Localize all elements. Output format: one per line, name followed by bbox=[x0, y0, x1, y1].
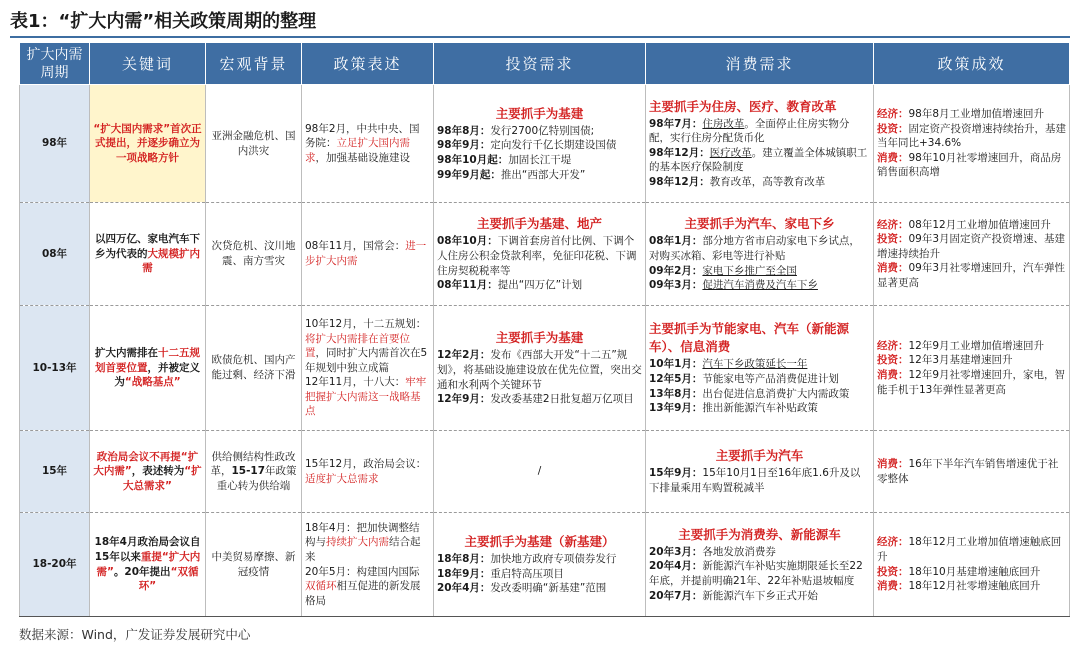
consumption-item: 20年3月：各地发放消费券 bbox=[649, 545, 776, 558]
table-row-15 bbox=[20, 431, 1070, 513]
table-title: 表1：“扩大内需”相关政策周期的整理 bbox=[10, 11, 317, 32]
investment-item: 99年9月起：推出“西部大开发” bbox=[437, 168, 586, 181]
consumption-item: 09年2月：家电下乡推广至全国 bbox=[649, 264, 797, 277]
investment-cell bbox=[434, 306, 646, 431]
result-item: 消费：16年下半年汽车销售增速优于社零整体 bbox=[877, 457, 1059, 485]
result-item: 消费：18年12月社零增速触底回升 bbox=[877, 580, 1041, 593]
header-keyword: 关键词 bbox=[90, 43, 206, 85]
period-cell: 08年 bbox=[20, 203, 90, 306]
investment-item: 08年11月：提出“四万亿”计划 bbox=[437, 279, 583, 292]
investment-heading: 主要抓手为基建 bbox=[495, 105, 584, 121]
results-cell bbox=[874, 431, 1070, 513]
macro-cell: 供给侧结构性政改革，15-17年政策重心转为供给端 bbox=[206, 431, 302, 513]
consumption-cell bbox=[646, 513, 874, 617]
investment-heading: 主要抓手为基建 bbox=[495, 330, 584, 346]
consumption-item: 09年3月：促进汽车消费及汽车下乡 bbox=[649, 279, 818, 292]
consumption-item: 12年5月：节能家电等产品消费促进计划 bbox=[649, 372, 839, 385]
statement-cell: 18年4月：把加快调整结构与持续扩大内需结合起来 20年5月：构建国内国际双循环相互促进的新发展格局 bbox=[302, 513, 434, 617]
statement-cell bbox=[302, 85, 434, 203]
investment-heading: 主要抓手为基建、地产 bbox=[476, 216, 602, 232]
investment-cell bbox=[434, 513, 646, 617]
result-item: 投资：12年3月基建增速回升 bbox=[877, 354, 1013, 367]
statement-cell: 15年12月，政治局会议：适度扩大总需求 bbox=[302, 431, 434, 513]
consumption-heading: 主要抓手为消费券、新能源车 bbox=[678, 526, 841, 542]
macro-cell: 次贷危机、汶川地震、南方雪灾 bbox=[206, 203, 302, 306]
period-cell: 98年 bbox=[20, 85, 90, 203]
result-item: 消费：09年3月社零增速回升，汽车弹性显著更高 bbox=[877, 262, 1066, 289]
consumption-item: 13年9月：推出新能源汽车补贴政策 bbox=[649, 402, 818, 415]
consumption-item: 98年12月：医疗改革。建立覆盖全体城镇职工的基本医疗保险制度 bbox=[649, 146, 868, 174]
macro-cell: 亚洲金融危机、国内洪灾 bbox=[206, 85, 302, 203]
consumption-item: 98年7月：住房改革。全面停止住房实物分配，实行住房分配货币化 bbox=[649, 117, 850, 145]
statement-date: 98年2月，中共中央、国务院： bbox=[305, 122, 420, 150]
investment-cell bbox=[434, 203, 646, 306]
consumption-cell bbox=[646, 85, 874, 203]
consumption-heading: 主要抓手为节能家电、汽车（新能源车）、信息消费 bbox=[649, 321, 850, 355]
period-cell: 15年 bbox=[20, 431, 90, 513]
result-item: 投资：18年10月基建增速触底回升 bbox=[877, 565, 1041, 578]
title-divider bbox=[10, 36, 1070, 38]
result-item: 投资：固定资产投资增速持续抬升，基建当年同比+34.6% bbox=[877, 122, 1066, 150]
investment-item: 18年8月：加快地方政府专项债券发行 bbox=[437, 553, 617, 566]
consumption-heading: 主要抓手为汽车、家电下乡 bbox=[684, 216, 835, 232]
table-row-18-20 bbox=[20, 513, 1070, 617]
result-item: 经济：98年8月工业增加值增速回升 bbox=[877, 108, 1045, 121]
investment-item: 12年2月：发布《西部大开发“十二五”规划》，将基础设施建设放在优先位置，突出交通和水利两个关键环节 bbox=[437, 349, 642, 391]
consumption-item: 20年4月：新能源汽车补贴实施期限延长至22年底，并提前明确21年、22年补贴退坡幅度 bbox=[649, 560, 863, 587]
keyword-cell: 扩大内需排在十二五规划首要位置，并被定义为“战略基点” bbox=[90, 306, 206, 431]
consumption-cell bbox=[646, 203, 874, 306]
result-item: 经济：18年12月工业增加值增速触底回升 bbox=[877, 536, 1062, 563]
macro-cell: 欧债危机、国内产能过剩、经济下滑 bbox=[206, 306, 302, 431]
period-cell: 18-20年 bbox=[20, 513, 90, 617]
investment-item: 12年9月：发改委基建2日批复超万亿项目 bbox=[437, 393, 634, 406]
consumption-item: 13年8月：出台促进信息消费扩大内需政策 bbox=[649, 387, 850, 400]
result-item: 消费：98年10月社零增速回升，商品房销售面积高增 bbox=[877, 151, 1062, 179]
data-source-note: 数据来源：Wind，广发证券发展研究中心 bbox=[19, 627, 251, 642]
header-macro: 宏观背景 bbox=[206, 43, 302, 85]
investment-item: 98年10月起：加固长江干堤 bbox=[437, 154, 572, 166]
results-cell bbox=[874, 203, 1070, 306]
statement-cell: 08年11月，国常会：进一步扩大内需 bbox=[302, 203, 434, 306]
table-row-10-13 bbox=[20, 306, 1070, 431]
results-cell bbox=[874, 306, 1070, 431]
header-investment: 投资需求 bbox=[434, 43, 646, 85]
result-item: 经济：08年12月工业增加值增速回升 bbox=[877, 218, 1051, 231]
header-statement: 政策表述 bbox=[302, 43, 434, 85]
keyword-cell: 18年4月政治局会议自15年以来重提“扩大内需”。20年提出“双循环” bbox=[90, 513, 206, 617]
result-item: 经济：12年9月工业增加值增速回升 bbox=[877, 339, 1045, 352]
policy-cycle-table bbox=[19, 42, 1070, 617]
statement-cell: 10年12月，十二五规划：将扩大内需排在首要位置，同时扩大内需首次在5年规划中独立成篇 12年11月，十八大：牢牢把握扩大内需这一战略基点 bbox=[302, 306, 434, 431]
result-item: 投资：09年3月固定资产投资增速、基建增速持续抬升 bbox=[877, 233, 1066, 260]
table-header-row bbox=[20, 43, 1070, 85]
header-consumption: 消费需求 bbox=[646, 43, 874, 85]
results-cell bbox=[874, 513, 1070, 617]
consumption-cell bbox=[646, 431, 874, 513]
keyword-cell: 政治局会议不再提“扩大内需”，表述转为“扩大总需求” bbox=[90, 431, 206, 513]
header-results: 政策成效 bbox=[874, 43, 1070, 85]
statement-emphasis: 立足扩大国内需求 bbox=[305, 137, 410, 164]
consumption-cell bbox=[646, 306, 874, 431]
investment-heading: 主要抓手为基建（新基建） bbox=[464, 534, 615, 550]
consumption-item: 08年1月：部分地方省市启动家电下乡试点，对购买冰箱、彩电等进行补贴 bbox=[649, 235, 860, 262]
consumption-item: 15年9月：15年10月1日至16年底1.6升及以下排量乘用车购置税减半 bbox=[649, 467, 861, 494]
result-item: 消费：12年9月社零增速回升，家电，智能手机于13年弹性显著更高 bbox=[877, 369, 1066, 396]
keyword-cell: 以四万亿、家电汽车下乡为代表的大规模扩内需 bbox=[90, 203, 206, 306]
consumption-item: 20年7月：新能源汽车下乡正式开始 bbox=[649, 589, 818, 602]
investment-item: 08年10月：下调首套房首付比例、下调个人住房公积金贷款利率，免征印花税、下调住房契税税率等 bbox=[437, 235, 637, 277]
investment-item: 98年8月：发行2700亿特别国债; bbox=[437, 124, 595, 137]
consumption-item: 98年12月：教育改革，高等教育改革 bbox=[649, 175, 826, 188]
consumption-heading: 主要抓手为住房、医疗、教育改革 bbox=[649, 98, 837, 114]
investment-item: 98年9月：定向发行千亿长期建设国债 bbox=[437, 139, 617, 152]
statement-rest: ，加强基础设施建设 bbox=[315, 151, 410, 164]
investment-item: 20年4月：发改委明确“新基建”范围 bbox=[437, 582, 607, 595]
header-period: 扩大内需周期 bbox=[20, 43, 90, 85]
table-row-08 bbox=[20, 203, 1070, 306]
keyword-cell bbox=[90, 85, 206, 203]
results-cell bbox=[874, 85, 1070, 203]
investment-item: 18年9月：重启特高压项目 bbox=[437, 567, 564, 580]
macro-cell: 中美贸易摩擦、新冠疫情 bbox=[206, 513, 302, 617]
table-row-98 bbox=[20, 85, 1070, 203]
keyword-text: “扩大国内需求”首次正式提出，并逐步确立为一项战略方针 bbox=[93, 122, 202, 164]
investment-cell bbox=[434, 85, 646, 203]
investment-cell: / bbox=[434, 431, 646, 513]
period-cell: 10-13年 bbox=[20, 306, 90, 431]
consumption-item: 10年1月：汽车下乡政策延长一年 bbox=[649, 358, 808, 371]
consumption-heading: 主要抓手为汽车 bbox=[715, 448, 804, 464]
